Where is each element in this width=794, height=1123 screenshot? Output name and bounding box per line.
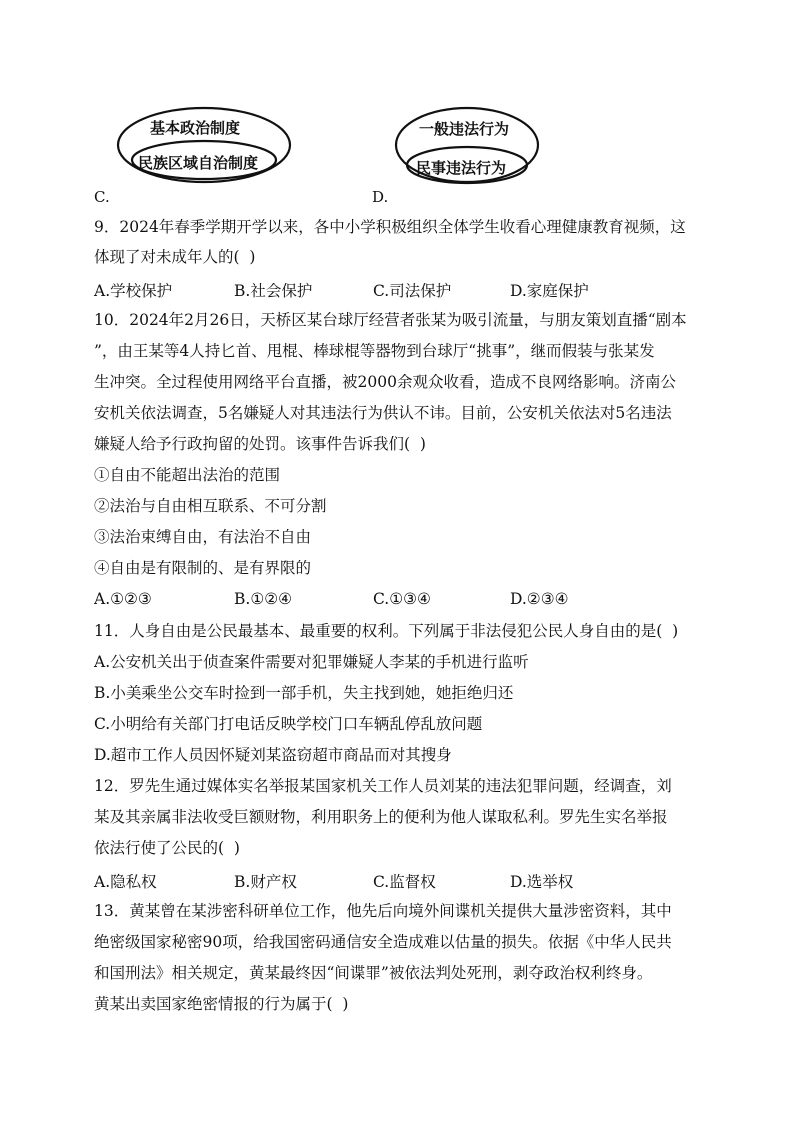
q10-option-a: A.①②③ <box>94 590 152 608</box>
diagram-c-letter: C. <box>94 188 110 206</box>
q13-line-3: 和国刑法》相关规定，黄某最终因“间谍罪”被依法判处死刑，剥夺政治权利终身。 <box>94 964 653 982</box>
q12-options <box>94 870 714 890</box>
q13-line-2: 绝密级国家秘密90项，给我国密码通信安全造成难以估量的损失。依据《中华人民共 <box>94 933 672 951</box>
q10-option-d: D.②③④ <box>510 590 569 608</box>
q12-line-2: 某及其亲属非法收受巨额财物，利用职务上的便利为他人谋取私利。罗先生实名举报 <box>94 808 668 826</box>
q10-option-b: B.①②④ <box>234 590 293 608</box>
q9-line-1: 9．2024年春季学期开学以来，各中小学积极组织全体学生收看心理健康教育视频，这 <box>94 218 686 236</box>
q12-option-a: A.隐私权 <box>94 873 157 891</box>
q10-line-5: 嫌疑人给予行政拘留的处罚。该事件告诉我们( ) <box>94 435 426 453</box>
q13-line-1: 13．黄某曾在某涉密科研单位工作，他先后向境外间谍机关提供大量涉密资料，其中 <box>94 902 672 920</box>
q9-options <box>94 279 714 299</box>
q12-line-3: 依法行使了公民的( ) <box>94 839 240 857</box>
q10-line-2: ”，由王某等4人持匕首、甩棍、棒球棍等器物到台球厅“挑事”，继而假装与张某发 <box>94 342 655 360</box>
q11-choice-c: C.小明给有关部门打电话反映学校门口车辆乱停乱放问题 <box>94 715 483 733</box>
q11-line-1: 11．人身自由是公民最基本、最重要的权利。下列属于非法侵犯公民人身自由的是( ) <box>94 622 679 640</box>
q11-choice-d: D.超市工作人员因怀疑刘某盗窃超市商品而对其搜身 <box>94 746 452 764</box>
q9-option-b: B.社会保护 <box>234 282 313 300</box>
q11-choice-b: B.小美乘坐公交车时捡到一部手机，失主找到她，她拒绝归还 <box>94 684 514 702</box>
diagram-c-outer-label: 基本政治制度 <box>150 119 241 137</box>
q9-option-a: A.学校保护 <box>94 282 173 300</box>
diagram-d-outer-label: 一般违法行为 <box>419 120 510 138</box>
diagram-c-inner-label: 民族区域自治制度 <box>138 154 259 172</box>
q10-line-4: 安机关依法调查，5名嫌疑人对其违法行为供认不讳。目前，公安机关依法对5名违法 <box>94 404 672 422</box>
q9-line-2: 体现了对未成年人的( ) <box>94 248 256 266</box>
q12-line-1: 12．罗先生通过媒体实名举报某国家机关工作人员刘某的违法犯罪问题，经调查，刘 <box>94 777 672 795</box>
q10-option-c: C.①③④ <box>373 590 431 608</box>
q12-option-c: C.监督权 <box>373 873 436 891</box>
q10-statement-4: ④自由是有限制的、是有界限的 <box>94 559 312 577</box>
diagram-d-letter: D. <box>372 188 389 206</box>
q10-line-1: 10．2024年2月26日，天桥区某台球厅经营者张某为吸引流量，与朋友策划直播“剧本 <box>94 311 687 329</box>
diagram-d <box>372 106 592 206</box>
q11-choice-a: A.公安机关出于侦查案件需要对犯罪嫌疑人李某的手机进行监听 <box>94 653 529 671</box>
q9-option-d: D.家庭保护 <box>510 282 589 300</box>
q10-statement-3: ③法治束缚自由，有法治不自由 <box>94 528 312 546</box>
q10-options <box>94 590 714 610</box>
diagram-c <box>94 106 314 206</box>
q10-statement-2: ②法治与自由相互联系、不可分割 <box>94 497 327 515</box>
q13-line-4: 黄某出卖国家绝密情报的行为属于( ) <box>94 995 349 1013</box>
q10-line-3: 生冲突。全过程使用网络平台直播，被2000余观众收看，造成不良网络影响。济南公 <box>94 373 676 391</box>
q12-option-b: B.财产权 <box>234 873 297 891</box>
q9-option-c: C.司法保护 <box>373 282 452 300</box>
diagram-d-inner-label: 民事违法行为 <box>416 159 507 177</box>
q10-statement-1: ①自由不能超出法治的范围 <box>94 466 281 484</box>
q12-option-d: D.选举权 <box>510 873 574 891</box>
